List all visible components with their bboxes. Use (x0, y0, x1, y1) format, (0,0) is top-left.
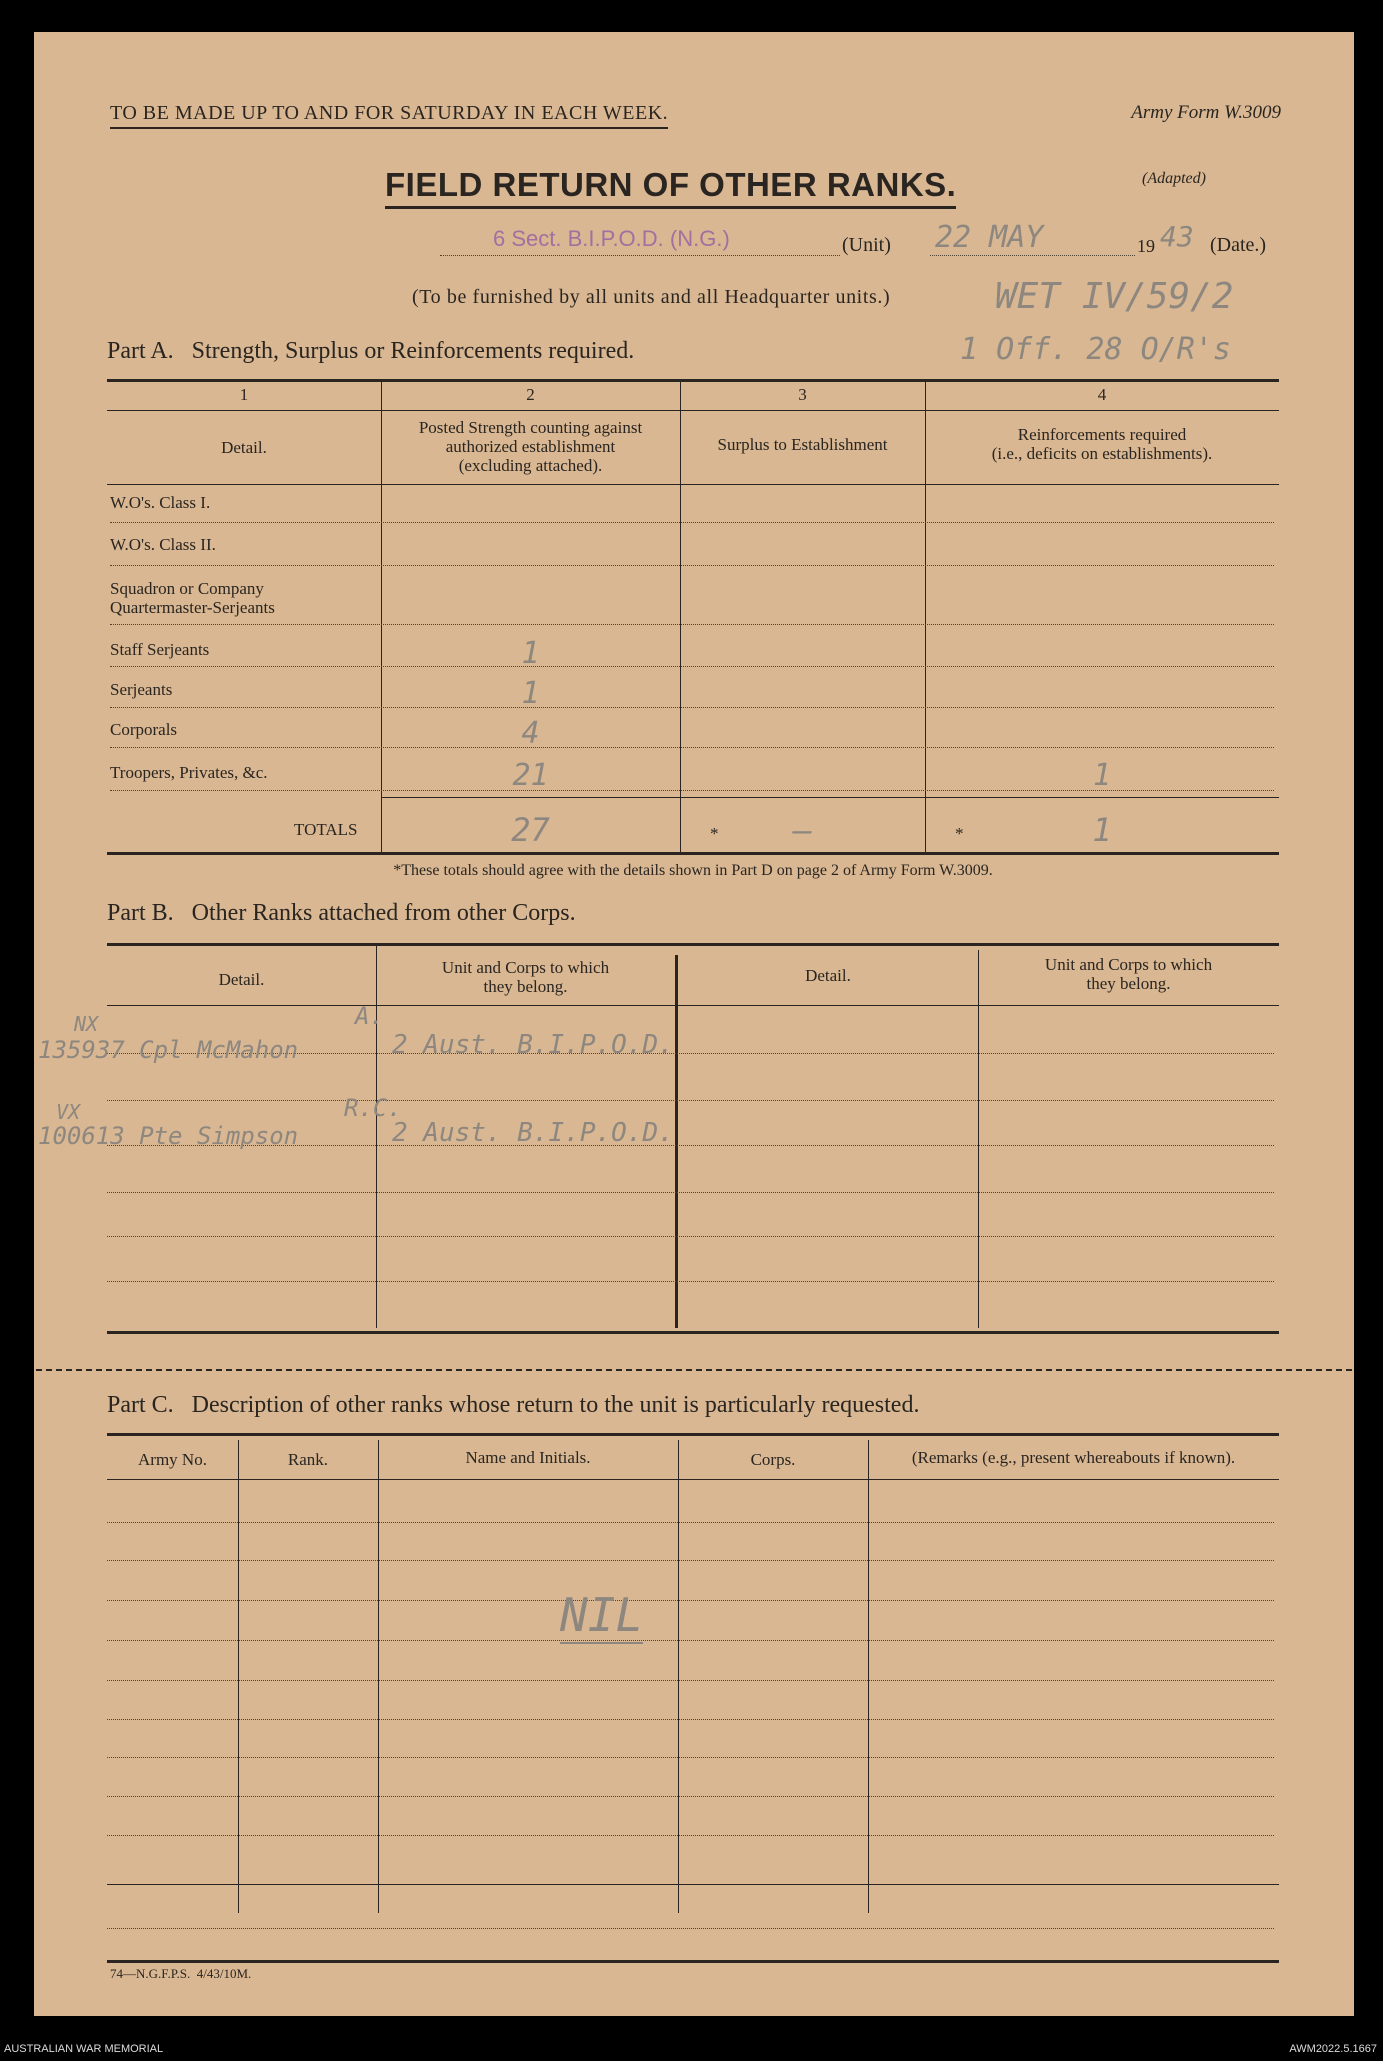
rule (107, 1331, 1279, 1334)
form-number: Army Form W.3009 (1131, 102, 1281, 123)
col-divider (675, 955, 678, 1328)
totals-label: TOTALS (294, 820, 358, 839)
entry2-unit: 2 Aust. B.I.P.O.D. (392, 1118, 674, 1148)
part-b-head-detail-right: Detail. (805, 966, 851, 985)
col-head-reinforcements: Reinforcements required (i.e., deficits on establishments). (991, 425, 1213, 463)
part-c-nil: NIL (560, 1588, 644, 1642)
row-label-privates: Troopers, Privates, &c. (110, 763, 268, 782)
row-line (107, 1680, 1274, 1681)
col-number-4: 4 (1097, 385, 1107, 404)
col-divider (868, 1440, 869, 1913)
form-title: FIELD RETURN OF OTHER RANKS. (385, 166, 956, 209)
col-number-2: 2 (526, 385, 535, 404)
reinf-privates: 1 (1092, 758, 1112, 793)
row-line (107, 1281, 1274, 1282)
part-c-head-corps: Corps. (750, 1450, 796, 1469)
col-divider (378, 1440, 379, 1913)
col-head-surplus: Surplus to Establishment (717, 435, 888, 454)
part-c-head-remarks: (Remarks (e.g., present whereabouts if known). (911, 1448, 1236, 1467)
row-line (110, 666, 1274, 667)
part-a-footnote: *These totals should agree with the details shown in Part D on page 2 of Army Form W.3009. (393, 862, 993, 879)
year-prefix: 19 (1137, 236, 1155, 256)
col-head-detail: Detail. (221, 438, 267, 457)
date-line (930, 255, 1135, 256)
row-line (107, 1100, 1274, 1101)
row-line (107, 1560, 1274, 1561)
row-line (107, 1719, 1274, 1720)
rule (107, 1005, 1279, 1006)
part-c-head-army-no: Army No. (138, 1450, 207, 1469)
entry1-prefix: NX (74, 1012, 99, 1036)
totals-posted: 27 (511, 811, 550, 849)
rule (107, 1433, 1279, 1436)
rule (107, 943, 1279, 946)
part-b-title: Part B. Other Ranks attached from other Corps. (107, 900, 576, 926)
row-label-corporals: Corporals (110, 720, 178, 739)
saturday-notice: TO BE MADE UP TO AND FOR SATURDAY IN EACH WEEK. (110, 102, 668, 129)
print-code: 74—N.G.F.P.S. 4/43/10M. (110, 1966, 252, 1981)
year-handwritten: 43 (1160, 220, 1194, 253)
part-c-head-rank: Rank. (287, 1450, 329, 1469)
row-label-cqms: Squadron or Company Quartermaster-Serjeants (110, 579, 275, 617)
row-line (110, 747, 1274, 748)
tear-line (36, 1369, 1352, 1371)
col-divider (238, 1440, 239, 1913)
row-line (107, 1757, 1274, 1758)
part-b-head-unit-left: Unit and Corps to which they belong. (441, 958, 610, 996)
posted-staff-serjeants: 1 (521, 636, 540, 671)
rule (107, 484, 1279, 485)
totals-surplus: — (792, 811, 813, 849)
totals-reinf-asterisk: * (955, 824, 964, 843)
rule (107, 379, 1279, 382)
entry1-unit: 2 Aust. B.I.P.O.D. (392, 1030, 674, 1060)
entry2-corps: R.C. (344, 1094, 402, 1122)
entry1-detail: 135937 Cpl McMahon (38, 1036, 299, 1064)
entry2-detail: 100613 Pte Simpson (38, 1122, 299, 1150)
credit-left: AUSTRALIAN WAR MEMORIAL (4, 2043, 164, 2055)
row-line (107, 1928, 1274, 1929)
posted-serjeants: 1 (521, 676, 540, 711)
handwritten-reference: WET IV/59/2 (995, 276, 1234, 317)
part-b-head-unit-right: Unit and Corps to which they belong. (1044, 955, 1213, 993)
row-line (110, 624, 1274, 625)
handwritten-strength: 1 Off. 28 O/R's (960, 332, 1231, 367)
col-divider (678, 1440, 679, 1913)
totals-surplus-asterisk: * (710, 824, 719, 843)
posted-privates: 21 (512, 758, 549, 793)
rule (381, 797, 1279, 798)
row-line (107, 1796, 1274, 1797)
col-head-posted: Posted Strength counting against authorized establishment (excluding attached). (418, 418, 643, 475)
adapted-note: (Adapted) (1142, 170, 1206, 187)
rule (107, 410, 1279, 411)
row-line (110, 522, 1274, 523)
posted-corporals: 4 (521, 716, 540, 751)
part-c-head-name: Name and Initials. (465, 1448, 591, 1467)
unit-stamp: 6 Sect. B.I.P.O.D. (N.G.) (493, 226, 730, 251)
part-c-title: Part C. Description of other ranks whose return to the unit is particularly requested. (107, 1392, 920, 1418)
row-line (110, 565, 1274, 566)
row-label-wo2: W.O's. Class II. (110, 535, 216, 554)
rule (107, 852, 1279, 855)
col-divider (978, 950, 979, 1328)
furnished-note: (To be furnished by all units and all Headquarter units.) (412, 286, 891, 308)
rule (107, 1884, 1279, 1885)
row-line (107, 1600, 1274, 1601)
row-label-wo1: W.O's. Class I. (110, 493, 211, 512)
row-line (110, 707, 1274, 708)
entry1-corps: A. (355, 1002, 384, 1030)
date-handwritten: 22 MAY (935, 220, 1044, 255)
rule (107, 1479, 1279, 1480)
entry2-prefix: VX (56, 1100, 81, 1124)
part-a-title: Part A. Strength, Surplus or Reinforcements required. (107, 338, 635, 364)
credit-right: AWM2022.5.1667 (1289, 2043, 1377, 2055)
row-line (107, 1192, 1274, 1193)
unit-line (440, 255, 840, 256)
row-line (107, 1835, 1274, 1836)
date-label: (Date.) (1210, 234, 1267, 256)
row-line (107, 1640, 1274, 1641)
part-b-head-detail-left: Detail. (218, 970, 265, 989)
row-label-serjeants: Serjeants (110, 680, 173, 699)
col-number-1: 1 (239, 385, 249, 404)
row-line (107, 1522, 1274, 1523)
row-label-staff-serjeants: Staff Serjeants (110, 640, 210, 659)
row-line (107, 1236, 1274, 1237)
unit-label: (Unit) (842, 234, 891, 256)
totals-reinf: 1 (1092, 811, 1112, 849)
col-number-3: 3 (798, 385, 807, 404)
rule (107, 1960, 1279, 1963)
